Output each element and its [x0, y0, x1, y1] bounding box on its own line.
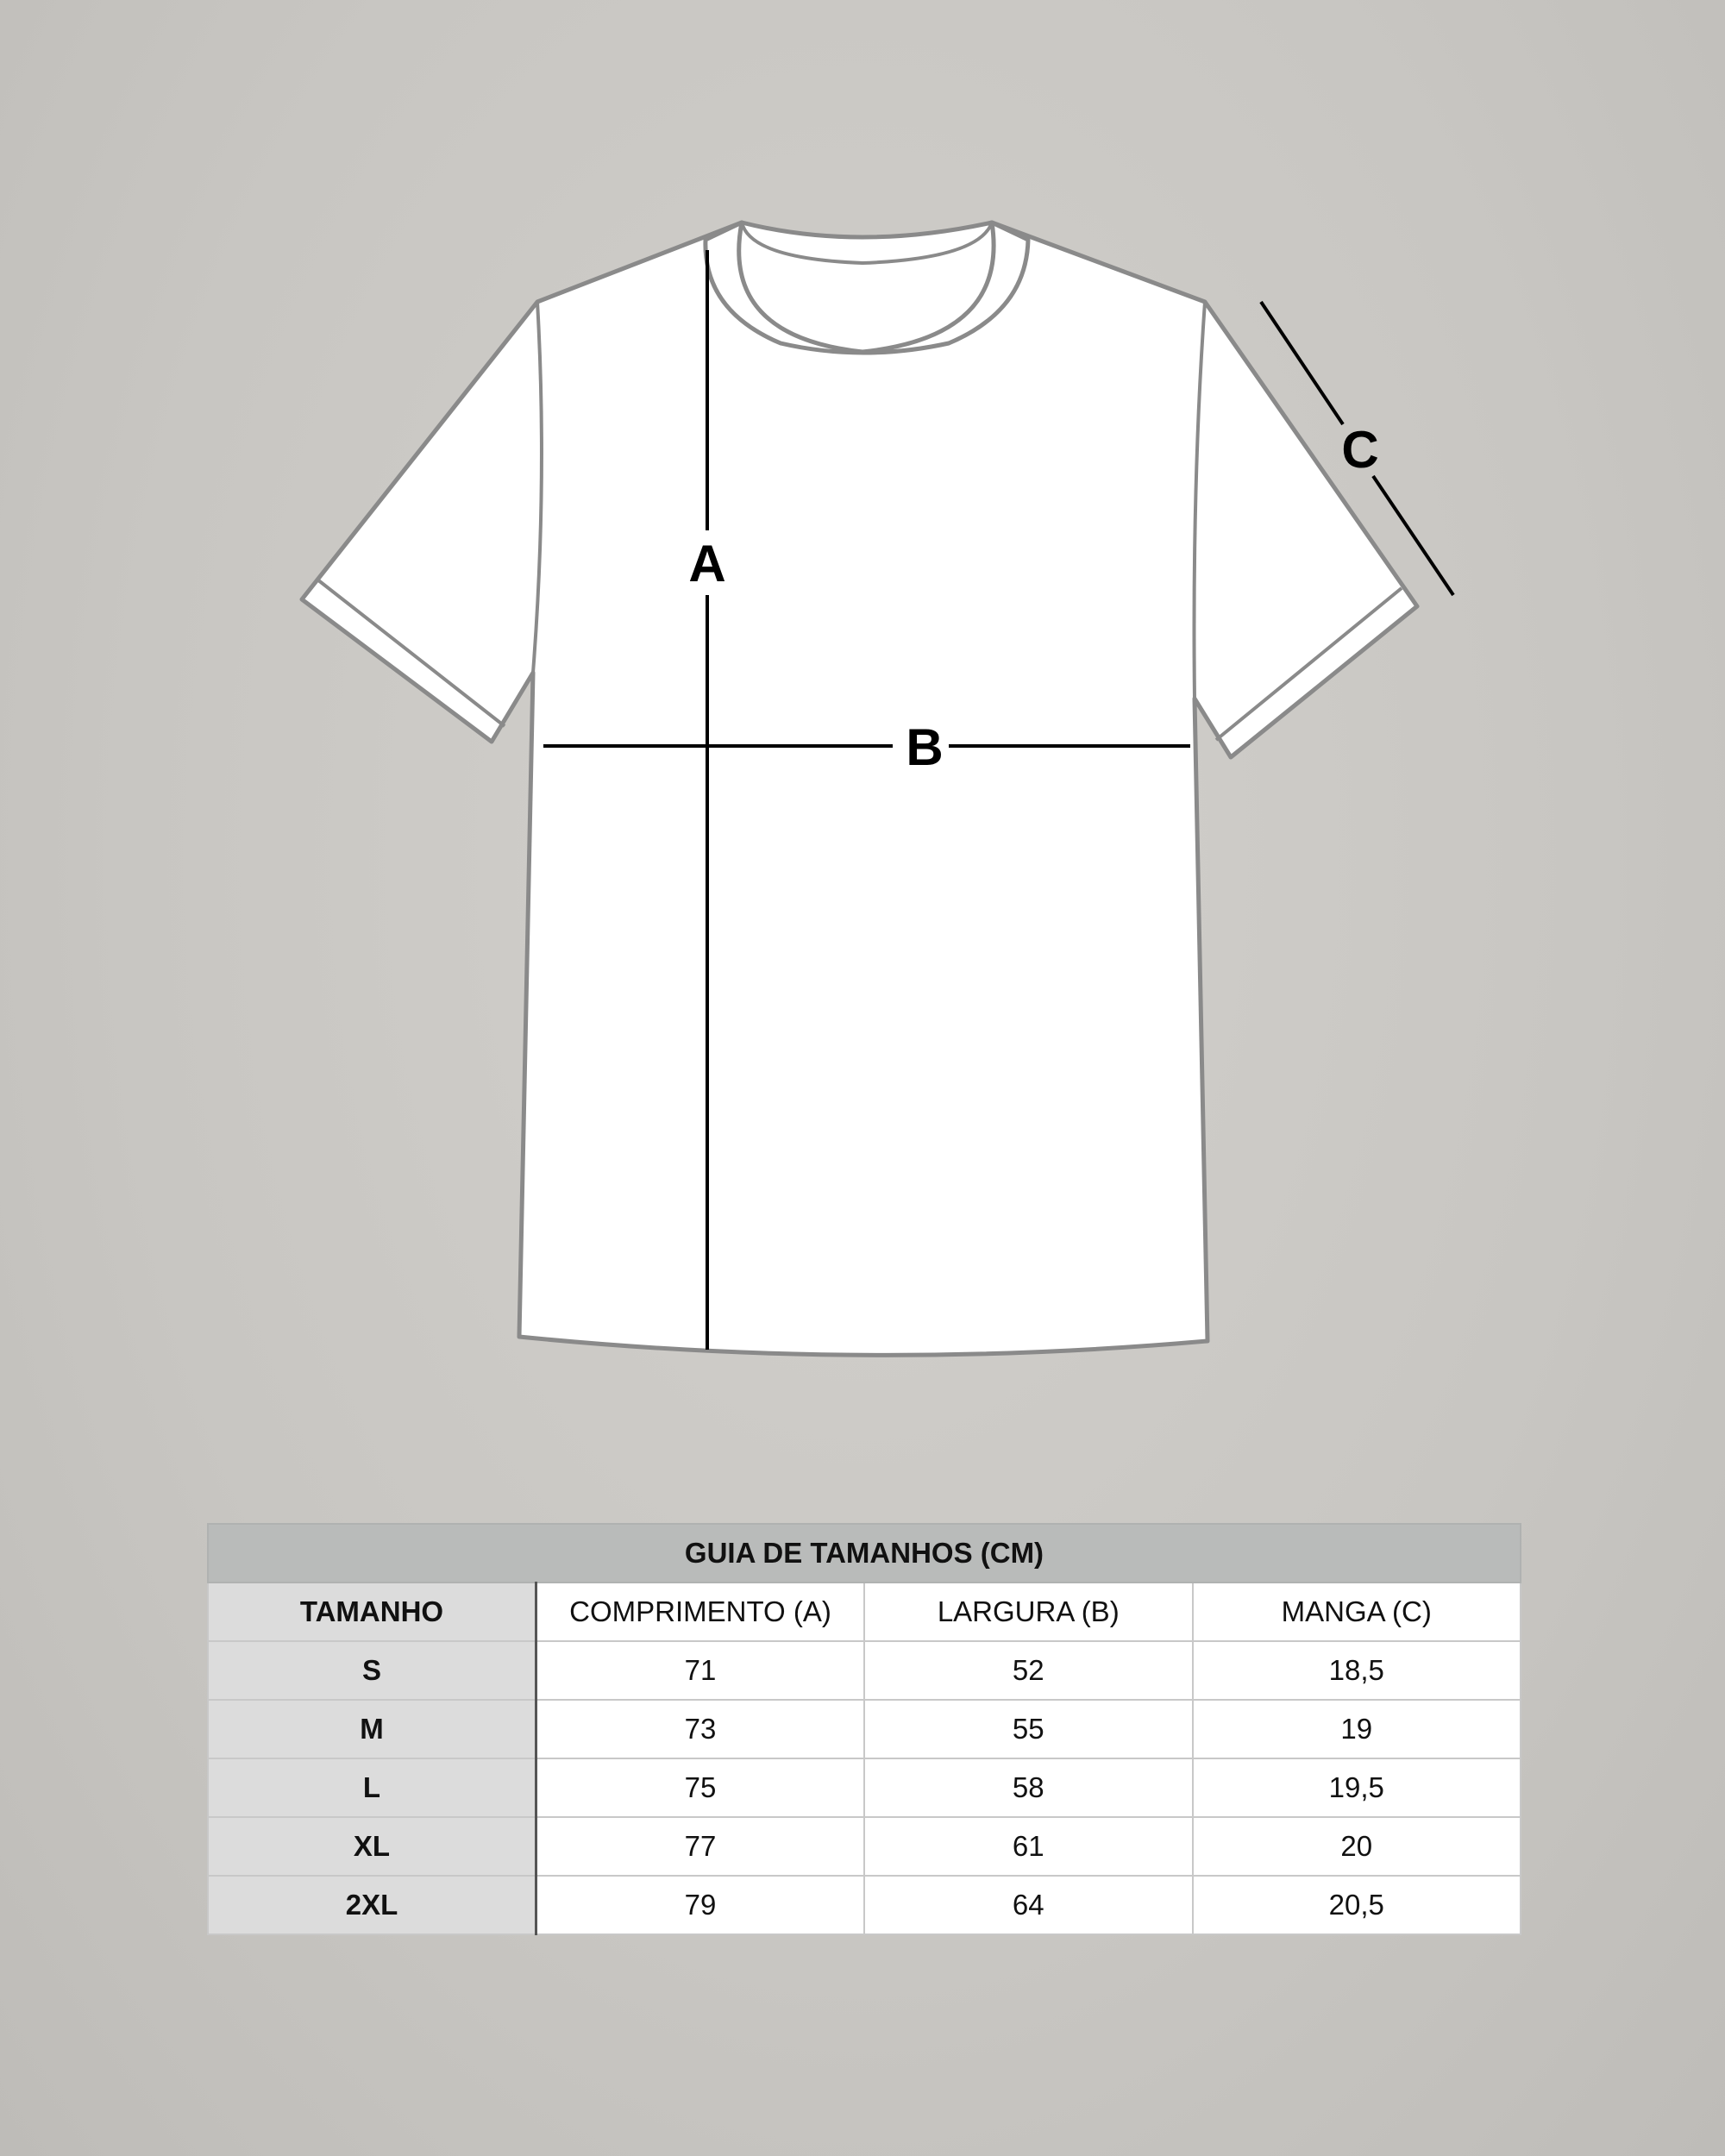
table-title: GUIA DE TAMANHOS (CM)	[208, 1524, 1521, 1583]
size-cell: 2XL	[208, 1876, 536, 1934]
length-cell: 79	[536, 1876, 865, 1934]
length-cell: 71	[536, 1641, 865, 1700]
width-cell: 61	[864, 1817, 1193, 1876]
header-width: LARGURA (B)	[864, 1583, 1193, 1641]
sleeve-cell: 19,5	[1193, 1758, 1521, 1817]
sleeve-cell: 20	[1193, 1817, 1521, 1876]
header-sleeve: MANGA (C)	[1193, 1583, 1521, 1641]
measure-label-b: B	[906, 718, 944, 776]
size-cell: S	[208, 1641, 536, 1700]
measure-label-a: A	[688, 535, 726, 592]
table-row	[208, 1758, 1521, 1817]
header-size: TAMANHO	[208, 1583, 536, 1641]
measure-label-c: C	[1341, 421, 1379, 479]
size-guide-table-container	[207, 1523, 1521, 1935]
table-header-row	[208, 1583, 1521, 1641]
size-guide-table	[207, 1523, 1521, 1935]
size-cell: M	[208, 1700, 536, 1758]
length-cell: 73	[536, 1700, 865, 1758]
header-length: COMPRIMENTO (A)	[536, 1583, 865, 1641]
width-cell: 58	[864, 1758, 1193, 1817]
table-row	[208, 1641, 1521, 1700]
tshirt-outline	[302, 222, 1417, 1355]
size-cell: L	[208, 1758, 536, 1817]
sleeve-cell: 18,5	[1193, 1641, 1521, 1700]
length-cell: 77	[536, 1817, 865, 1876]
table-title-row	[208, 1524, 1521, 1583]
length-cell: 75	[536, 1758, 865, 1817]
table-row	[208, 1817, 1521, 1876]
table-row	[208, 1700, 1521, 1758]
table-row	[208, 1876, 1521, 1934]
width-cell: 52	[864, 1641, 1193, 1700]
width-cell: 64	[864, 1876, 1193, 1934]
width-cell: 55	[864, 1700, 1193, 1758]
size-cell: XL	[208, 1817, 536, 1876]
sleeve-cell: 19	[1193, 1700, 1521, 1758]
sleeve-cell: 20,5	[1193, 1876, 1521, 1934]
